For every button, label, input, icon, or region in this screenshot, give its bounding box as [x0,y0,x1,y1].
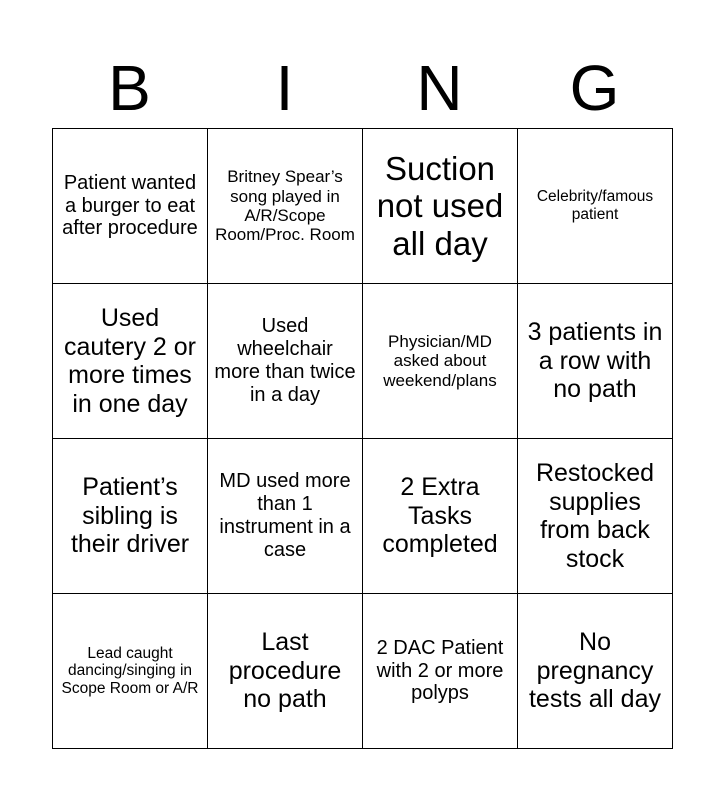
bingo-cell: Lead caught dancing/singing in Scope Room or A/R [53,594,208,749]
bingo-cell: Britney Spear’s song played in A/R/Scope Room/Proc. Room [208,129,363,284]
header-letter-n: N [416,52,463,124]
bingo-cell: Patient wanted a burger to eat after procedure [53,129,208,284]
bingo-board [52,128,673,749]
board-row [53,284,673,439]
bingo-cell: Restocked supplies from back stock [518,439,673,594]
bingo-cell: Last procedure no path [208,594,363,749]
bingo-cell: MD used more than 1 instrument in a case [208,439,363,594]
board-row [53,129,673,284]
bingo-cell: 3 patients in a row with no path [518,284,673,439]
header-letter-g: G [569,52,620,124]
bingo-cell: Suction not used all day [363,129,518,284]
bingo-cell: Used wheelchair more than twice in a day [208,284,363,439]
bingo-cell: 2 Extra Tasks completed [363,439,518,594]
header-letter-b: B [108,52,151,124]
bingo-cell: Patient’s sibling is their driver [53,439,208,594]
bingo-cell: No pregnancy tests all day [518,594,673,749]
bingo-cell: 2 DAC Patient with 2 or more polyps [363,594,518,749]
bingo-cell: Used cautery 2 or more times in one day [53,284,208,439]
board-row [53,439,673,594]
bingo-header [52,52,672,124]
bingo-cell: Physician/MD asked about weekend/plans [363,284,518,439]
header-letter-i: I [275,52,294,124]
board-row [53,594,673,749]
bingo-cell: Celebrity/famous patient [518,129,673,284]
